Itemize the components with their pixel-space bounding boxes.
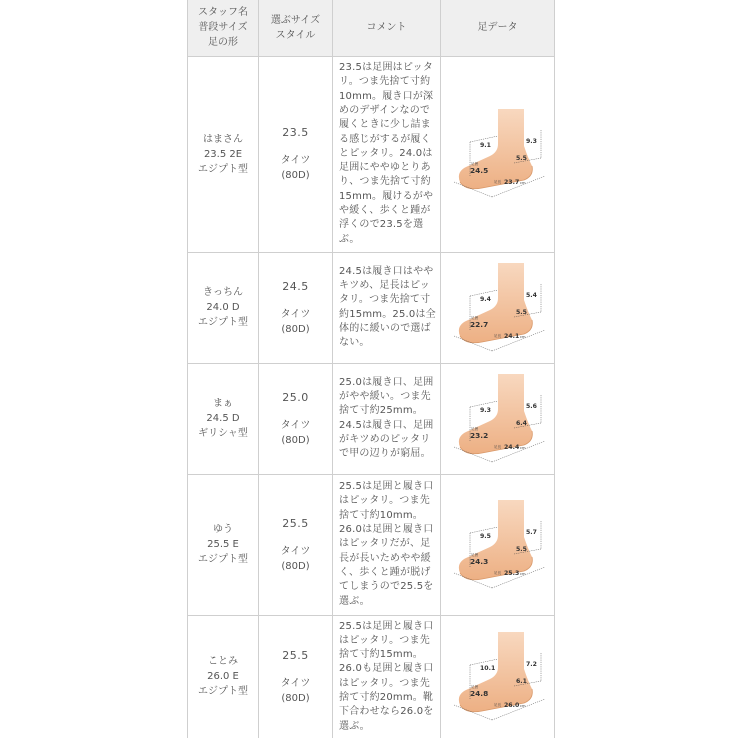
staff-name: まぁ [213, 398, 233, 409]
girth-value: 24.3 [469, 556, 488, 566]
comment-line: めのデザインなので [339, 104, 431, 116]
comment-line: 選ぶ。 [339, 720, 370, 732]
foot-data-cell [441, 615, 555, 738]
comment-line: や緩く、歩くと踵が [339, 205, 431, 217]
staff-cell [188, 363, 259, 474]
measure-value-2: 5.6 [525, 402, 537, 410]
comment-line: 下合わせなら26.0を [339, 706, 434, 718]
size-cell [259, 363, 333, 474]
style: タイツ [280, 545, 311, 557]
comment-line: 25.5は足囲と履き口 [339, 620, 434, 632]
style-denier: (80D) [281, 692, 310, 704]
usual-size: 24.0 D [206, 302, 240, 313]
foot-shape: エジプト型 [198, 686, 248, 698]
comment-line: で甲の辺りが窮屈。 [339, 448, 431, 460]
comment-line: る感じがするが履く [339, 133, 431, 145]
foot-shape: ギリシャ型 [198, 428, 248, 439]
comment-line: がキツめのピッタリ [339, 433, 431, 445]
foot-data-cell [441, 474, 555, 615]
girth-label: 足囲 [470, 684, 478, 689]
length-label: 足長 [493, 702, 501, 707]
measure-value-1: 9.4 [479, 295, 491, 303]
girth-label: 足囲 [470, 552, 478, 557]
girth-label: 足囲 [470, 315, 478, 320]
foot-diagram [448, 106, 548, 202]
staff-name: ことみ [208, 656, 238, 668]
length-unit: cm [519, 334, 525, 339]
style: タイツ [280, 155, 311, 166]
length-unit: cm [519, 181, 525, 185]
foot-shape: エジプト型 [198, 554, 248, 565]
comment-line: キツめ、足長はピッ [339, 279, 430, 291]
comment-cell [333, 474, 441, 615]
measure-value-2: 5.7 [525, 528, 537, 536]
foot-shape: エジプト型 [198, 317, 248, 328]
comment-line: 25.5は足囲と履き口 [339, 481, 434, 493]
style-denier: (80D) [281, 560, 310, 572]
measure-value-2: 7.2 [525, 660, 537, 668]
foot-diagram [448, 371, 548, 467]
measure-value-1: 9.5 [479, 532, 491, 540]
length-value: 26.0 [503, 701, 519, 709]
measure-value-3: 5.5 [515, 308, 527, 316]
girth-label: 足囲 [470, 162, 478, 166]
comment-cell [333, 363, 441, 474]
foot-diagram [448, 260, 548, 356]
comment-line: 捨て寸約20mm。靴 [339, 692, 434, 704]
girth-value: 22.7 [469, 319, 488, 329]
measure-value-3: 5.5 [515, 545, 527, 553]
girth-label: 足囲 [470, 426, 478, 431]
comment-cell [333, 252, 441, 363]
table-row [188, 474, 555, 615]
comment-line: 体的に緩いので選ば [339, 322, 431, 334]
staff-cell [188, 474, 259, 615]
table-row [188, 615, 555, 738]
table-header-row [188, 0, 555, 56]
measure-value-3: 6.1 [515, 677, 527, 685]
header-foot-data: 足データ [441, 0, 555, 56]
comment-line: 捨て寸約15mm。 [339, 649, 424, 661]
length-label: 足長 [493, 570, 501, 575]
staff-name: きっちん [203, 287, 243, 298]
chosen-size: 25.0 [282, 390, 309, 404]
comment-line: 捨て寸約10mm。 [339, 509, 424, 521]
table-row [188, 56, 555, 252]
staff-name: ゆう [213, 524, 233, 535]
staff-name: はまさん [203, 133, 243, 145]
foot-data-cell [441, 252, 555, 363]
foot-shape: エジプト型 [198, 163, 248, 175]
comment-line: 約15mm。25.0は全 [339, 308, 436, 320]
chosen-size: 24.5 [282, 279, 309, 293]
comment-line: 24.5は履き口はやや [339, 265, 434, 277]
style: タイツ [280, 677, 311, 689]
foot-data-cell [441, 363, 555, 474]
comment-line: タリ。つま先捨て寸 [339, 294, 431, 306]
comment-line: とピッタリ。24.0は [339, 147, 433, 159]
comment-line: 26.0は足囲と履き口 [339, 524, 434, 536]
measure-value-1: 10.1 [479, 664, 495, 672]
comment-line: リ。つま先捨て寸約 [339, 76, 431, 88]
comment-line: 足囲にややゆとりあ [339, 162, 431, 174]
measure-value-1: 9.3 [479, 406, 491, 414]
staff-cell [188, 615, 259, 738]
comment-line: く、歩くと踵が脱げ [339, 566, 431, 578]
length-value: 24.1 [503, 332, 519, 340]
foot-diagram [448, 629, 548, 725]
comment-line: 選ぶ。 [339, 595, 370, 607]
length-unit: cm [519, 571, 525, 576]
comment-line: はピッタリ。つま先 [339, 634, 430, 646]
usual-size: 23.5 2E [203, 148, 243, 160]
table-row [188, 252, 555, 363]
comment-cell [333, 615, 441, 738]
style-denier: (80D) [281, 434, 310, 446]
comment-line: 23.5は足囲はピッタ [339, 62, 434, 74]
usual-size: 26.0 E [207, 671, 239, 683]
comment-line: ぶ。 [339, 233, 360, 245]
table-row [188, 363, 555, 474]
comment-line: ない。 [339, 337, 370, 349]
comment-line: り、つま先捨て寸約 [339, 176, 431, 188]
length-unit: cm [519, 445, 525, 450]
length-label: 足長 [493, 444, 501, 449]
measure-value-3: 5.5 [515, 155, 527, 162]
comment-line: がやや緩い。つま先 [339, 390, 431, 402]
comment-line: 長が長いためやや緩 [339, 552, 431, 564]
foot-data-cell [441, 56, 555, 252]
comment-line: 26.0も足囲と履き口 [339, 663, 434, 675]
comment-line: 履くときに少し詰ま [339, 119, 431, 131]
length-label: 足長 [493, 180, 501, 184]
chosen-size: 25.5 [282, 648, 309, 662]
comment-line: 10mm。履き口が深 [339, 90, 434, 102]
header-staff-name: スタッフ名 [198, 7, 248, 19]
usual-size: 24.5 D [206, 413, 240, 424]
measure-value-2: 5.4 [525, 291, 537, 299]
girth-value: 23.2 [469, 430, 488, 440]
size-cell [259, 615, 333, 738]
header-usual-size: 普段サイズ [198, 22, 248, 34]
header-size [259, 0, 333, 56]
chosen-size: 25.5 [282, 516, 309, 530]
size-cell [259, 56, 333, 252]
foot-diagram [448, 497, 548, 593]
size-cell [259, 474, 333, 615]
header-comment: コメント [333, 0, 441, 56]
style: タイツ [280, 308, 311, 320]
measure-value-2: 9.3 [525, 138, 537, 145]
comment-line: てしまうので25.5を [339, 581, 434, 593]
header-chosen-size: 選ぶサイズ [270, 14, 321, 26]
staff-cell [188, 56, 259, 252]
staff-cell [188, 252, 259, 363]
comment-line: 24.5は履き口、足囲 [339, 419, 434, 431]
chosen-size: 23.5 [282, 126, 309, 139]
style-denier: (80D) [281, 323, 310, 335]
header-staff [188, 0, 259, 56]
girth-value: 24.5 [469, 166, 488, 175]
comment-line: 浮くので23.5を選 [339, 219, 424, 231]
girth-value: 24.8 [469, 688, 488, 698]
comment-line: 捨て寸約25mm。 [339, 405, 424, 417]
comment-line: はピッタリ。つま先 [339, 677, 430, 689]
comment-line: はピッタリ。つま先 [339, 495, 430, 507]
header-style: スタイル [275, 29, 316, 41]
comment-line: 15mm。履けるがや [339, 190, 434, 202]
size-comparison-table [187, 0, 555, 738]
comment-line: はピッタリだが、足 [339, 538, 431, 550]
size-cell [259, 252, 333, 363]
length-unit: cm [519, 703, 525, 708]
style: タイツ [280, 419, 311, 431]
header-foot-shape: 足の形 [208, 37, 238, 49]
usual-size: 25.5 E [207, 539, 239, 550]
length-label: 足長 [493, 333, 501, 338]
length-value: 25.3 [503, 569, 519, 577]
style-denier: (80D) [281, 170, 310, 181]
length-value: 24.4 [503, 443, 519, 451]
comment-line: 25.0は履き口、足囲 [339, 376, 434, 388]
comment-cell [333, 56, 441, 252]
measure-value-3: 6.4 [515, 419, 527, 427]
measure-value-1: 9.1 [479, 142, 491, 149]
length-value: 23.7 [503, 179, 519, 186]
